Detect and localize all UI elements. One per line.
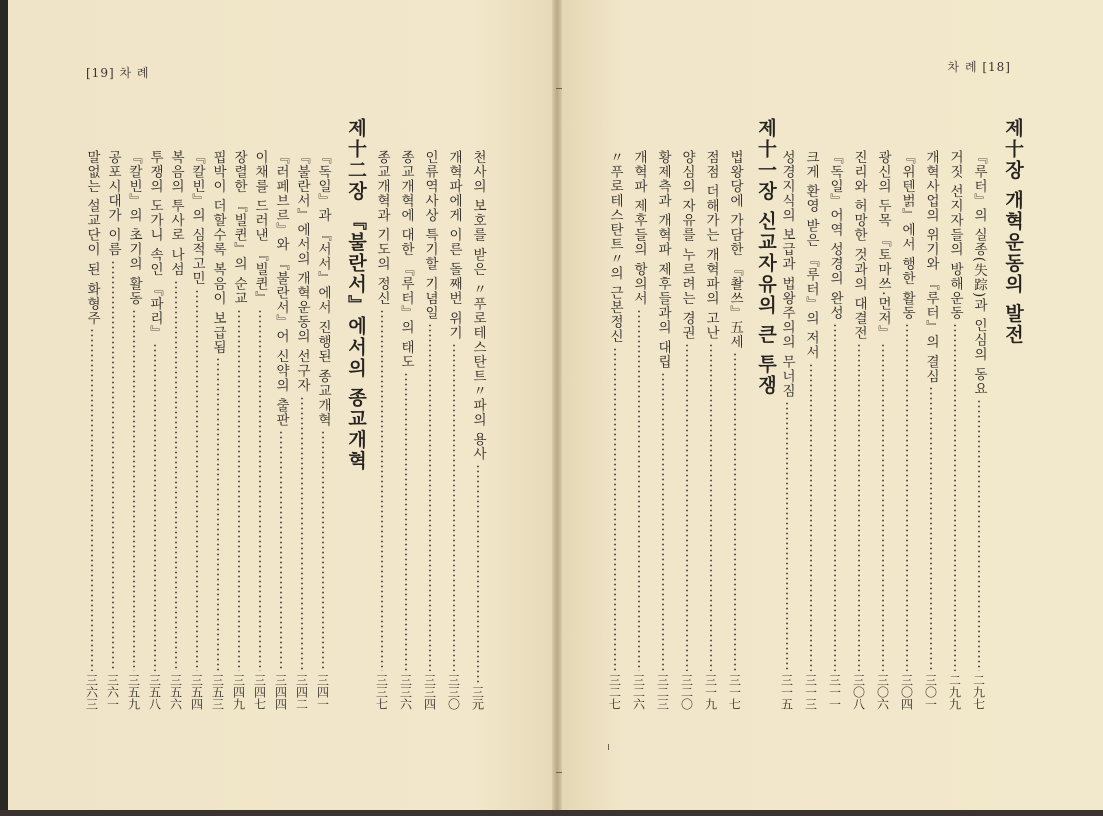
toc-leader-dots <box>196 289 198 671</box>
scan-edge <box>0 810 1103 816</box>
toc-leader-dots <box>175 280 177 671</box>
toc-entry-page: 三〇八 <box>851 674 866 710</box>
chapter-12-heading: 제十二장 『불란서』에서의 종교개혁 <box>345 118 367 472</box>
toc-leader-dots <box>217 357 219 671</box>
toc-entry <box>124 150 144 710</box>
toc-entry-title: 『칼빈』의 초기의 활동 <box>126 150 142 306</box>
toc-leader-dots <box>301 396 303 671</box>
toc-entry <box>725 150 745 710</box>
toc-leader-dots <box>405 372 407 671</box>
toc-entry-title: 성경지식의 보급과 법왕주의의 무너짐 <box>779 150 795 398</box>
toc-entry <box>420 150 440 710</box>
toc-entry-title: 복음의 투사로 나섬 <box>168 150 184 277</box>
toc-entry-page: 三四一 <box>315 674 330 710</box>
toc-entry <box>897 150 917 710</box>
toc-entry <box>250 150 270 710</box>
toc-entry-page: 三二〇 <box>679 674 694 710</box>
toc-entry-title: 『칼빈』의 심적고민 <box>189 150 205 286</box>
left-page-header: [19] 차 례 <box>86 66 150 80</box>
toc-entry-title: 인류역사상 특기할 기념일 <box>422 150 438 321</box>
toc-entry-title: 장렬한 『빌퀸』의 순교 <box>231 150 247 306</box>
toc-entry-title: 황제측과 개혁파 제후들과의 대립 <box>655 150 671 369</box>
toc-leader-dots <box>381 309 383 671</box>
toc-entry-title: 법왕당에 가담한 『촬쓰』五세 <box>727 150 743 350</box>
toc-entry <box>653 150 673 710</box>
toc-entry <box>103 150 123 710</box>
toc-entry-page: 三一五 <box>779 674 794 710</box>
toc-leader-dots <box>978 399 980 671</box>
toc-leader-dots <box>429 323 431 671</box>
toc-entry-page: 三三〇 <box>446 674 461 710</box>
toc-leader-dots <box>810 363 812 671</box>
toc-leader-dots <box>322 430 324 671</box>
toc-entry <box>777 150 797 710</box>
toc-entry-title: 말없는 설교단이 된 화형주 <box>84 150 100 326</box>
toc-entry-page: 三二七 <box>607 674 622 710</box>
toc-entry-page: 三四四 <box>273 674 288 710</box>
toc-entry-page: 三五九 <box>126 674 141 710</box>
toc-entry-title: 이채를 드러낸 『빌퀸』 <box>252 150 268 306</box>
toc-entry-title: 공포시대가 이름 <box>105 150 121 257</box>
toc-entry <box>313 150 333 710</box>
toc-leader-dots <box>882 343 884 671</box>
toc-entry-title: 핍박이 더할수록 복음이 보급됨 <box>210 150 226 355</box>
toc-leader-dots <box>906 323 908 671</box>
toc-entry-page: 三一九 <box>703 674 718 710</box>
toc-entry-title: 투쟁의 도가니 속인 『파리』 <box>147 150 163 340</box>
toc-leader-dots <box>477 464 479 683</box>
toc-entry-title: 〃푸로테스탄트〃의 근본정신 <box>607 150 623 344</box>
toc-entry-page: 三六三 <box>84 674 99 710</box>
margin-mark <box>608 744 609 750</box>
toc-leader-dots <box>686 343 688 671</box>
toc-entry-title: 크게 환영 받은 『루터』의 저서 <box>803 150 819 360</box>
toc-entry <box>145 150 165 710</box>
margin-mark <box>556 772 562 773</box>
toc-entry-title: 광신의 두목 『토마쓰·먼저』 <box>875 150 891 340</box>
toc-entry-title: 『불란서』에서의 개혁운동의 선구자 <box>294 150 310 393</box>
toc-leader-dots <box>710 343 712 671</box>
toc-entry <box>945 150 965 710</box>
toc-entry-title: 종교개혁과 기도의 정신 <box>374 150 390 306</box>
toc-entry <box>677 150 697 710</box>
toc-leader-dots <box>112 260 114 671</box>
toc-entry-page: 三五四 <box>189 674 204 710</box>
toc-entry <box>396 150 416 710</box>
toc-leader-dots <box>734 352 736 671</box>
toc-entry <box>292 150 312 710</box>
toc-entry-page: 三〇一 <box>923 674 938 710</box>
toc-entry-page: 三六一 <box>105 674 120 710</box>
toc-entry <box>229 150 249 710</box>
toc-entry-page: 三五六 <box>168 674 183 710</box>
toc-entry-title: 개혁파에게 이른 돌째번 위기 <box>446 150 462 340</box>
toc-entry-page: 三〇六 <box>875 674 890 710</box>
toc-entry-title: 개혁사업의 위기와 『루터』의 결심 <box>923 150 939 384</box>
toc-leader-dots <box>133 309 135 671</box>
toc-entry-page: 三一七 <box>727 674 742 710</box>
toc-entry-page: 三二六 <box>631 674 646 710</box>
toc-entry-page: 三五三 <box>210 674 225 710</box>
toc-entry <box>629 150 649 710</box>
toc-entry-page: 三一三 <box>803 674 818 710</box>
toc-entry <box>605 150 625 710</box>
toc-entry <box>166 150 186 710</box>
toc-entry-page: 三一一 <box>827 674 842 710</box>
toc-entry <box>444 150 464 710</box>
toc-entry <box>969 150 989 710</box>
toc-entry <box>372 150 392 710</box>
chapter-11-heading: 제十一장 신교자유의 큰 투쟁 <box>755 118 777 396</box>
toc-leader-dots <box>662 372 664 671</box>
toc-entry-page: 三三六 <box>398 674 413 710</box>
toc-leader-dots <box>638 309 640 671</box>
toc-entry-title: 점점 더해가는 개혁파의 고난 <box>703 150 719 340</box>
toc-entry <box>187 150 207 710</box>
toc-entry-title: 『독일』어역 성경의 완성 <box>827 150 843 321</box>
book-gutter <box>552 0 562 816</box>
toc-entry <box>271 150 291 710</box>
toc-entry-page: 三元 <box>470 686 485 710</box>
toc-entry-page: 二九七 <box>971 674 986 710</box>
toc-entry-title: 거짓 선지자들의 방해운동 <box>947 150 963 321</box>
toc-entry <box>82 150 102 710</box>
toc-leader-dots <box>259 309 261 671</box>
toc-entry <box>701 150 721 710</box>
toc-entry-title: 『러페브르』와 『불란서』어 신약의 출판 <box>273 150 289 427</box>
toc-entry-title: 종교개혁에 대한 『루터』의 태도 <box>398 150 414 369</box>
toc-leader-dots <box>238 309 240 671</box>
toc-entry-page: 三四九 <box>231 674 246 710</box>
toc-entry-title: 『루터』의 실종(失踪)과 인심의 동요 <box>971 150 987 396</box>
toc-entry-title: 개혁파 제후들의 항의서 <box>631 150 647 306</box>
toc-entry-page: 三五八 <box>147 674 162 710</box>
margin-mark <box>556 88 562 89</box>
toc-entry <box>825 150 845 710</box>
toc-entry-page: 三二三 <box>655 674 670 710</box>
toc-entry <box>873 150 893 710</box>
chapter-10-heading: 제十장 개혁운동의 발전 <box>1002 118 1024 346</box>
toc-entry-title: 진리와 허망한 것과의 대결전 <box>851 150 867 340</box>
toc-leader-dots <box>91 328 93 671</box>
toc-leader-dots <box>786 401 788 671</box>
toc-entry <box>921 150 941 710</box>
toc-entry-page: 三三七 <box>374 674 389 710</box>
toc-leader-dots <box>954 323 956 671</box>
toc-entry-title: 양심의 자유를 누르려는 경권 <box>679 150 695 340</box>
right-page <box>557 0 1103 816</box>
toc-entry <box>208 150 228 710</box>
toc-leader-dots <box>453 343 455 671</box>
toc-entry-page: 三四二 <box>294 674 309 710</box>
toc-entry-title: 『독일』과 『서서』에서 진행된 종교개혁 <box>315 150 331 427</box>
toc-leader-dots <box>858 343 860 671</box>
toc-leader-dots <box>614 347 616 671</box>
toc-entry-page: 三四七 <box>252 674 267 710</box>
toc-entry-page: 三〇四 <box>899 674 914 710</box>
toc-entry-page: 三三四 <box>422 674 437 710</box>
toc-leader-dots <box>834 323 836 671</box>
toc-leader-dots <box>930 386 932 671</box>
toc-entry-title: 천사의 보호를 받은 〃푸로테스탄트〃파의 용사 <box>470 150 486 462</box>
toc-leader-dots <box>154 343 156 671</box>
toc-entry-title: 『위텐벍』에서 행한 활동 <box>899 150 915 321</box>
toc-entry <box>849 150 869 710</box>
toc-entry <box>468 150 488 710</box>
toc-entry-page: 二九九 <box>947 674 962 710</box>
right-page-header: 차 례 [18] <box>947 60 1011 74</box>
toc-leader-dots <box>280 430 282 671</box>
left-page <box>8 0 557 816</box>
toc-entry <box>801 150 821 710</box>
